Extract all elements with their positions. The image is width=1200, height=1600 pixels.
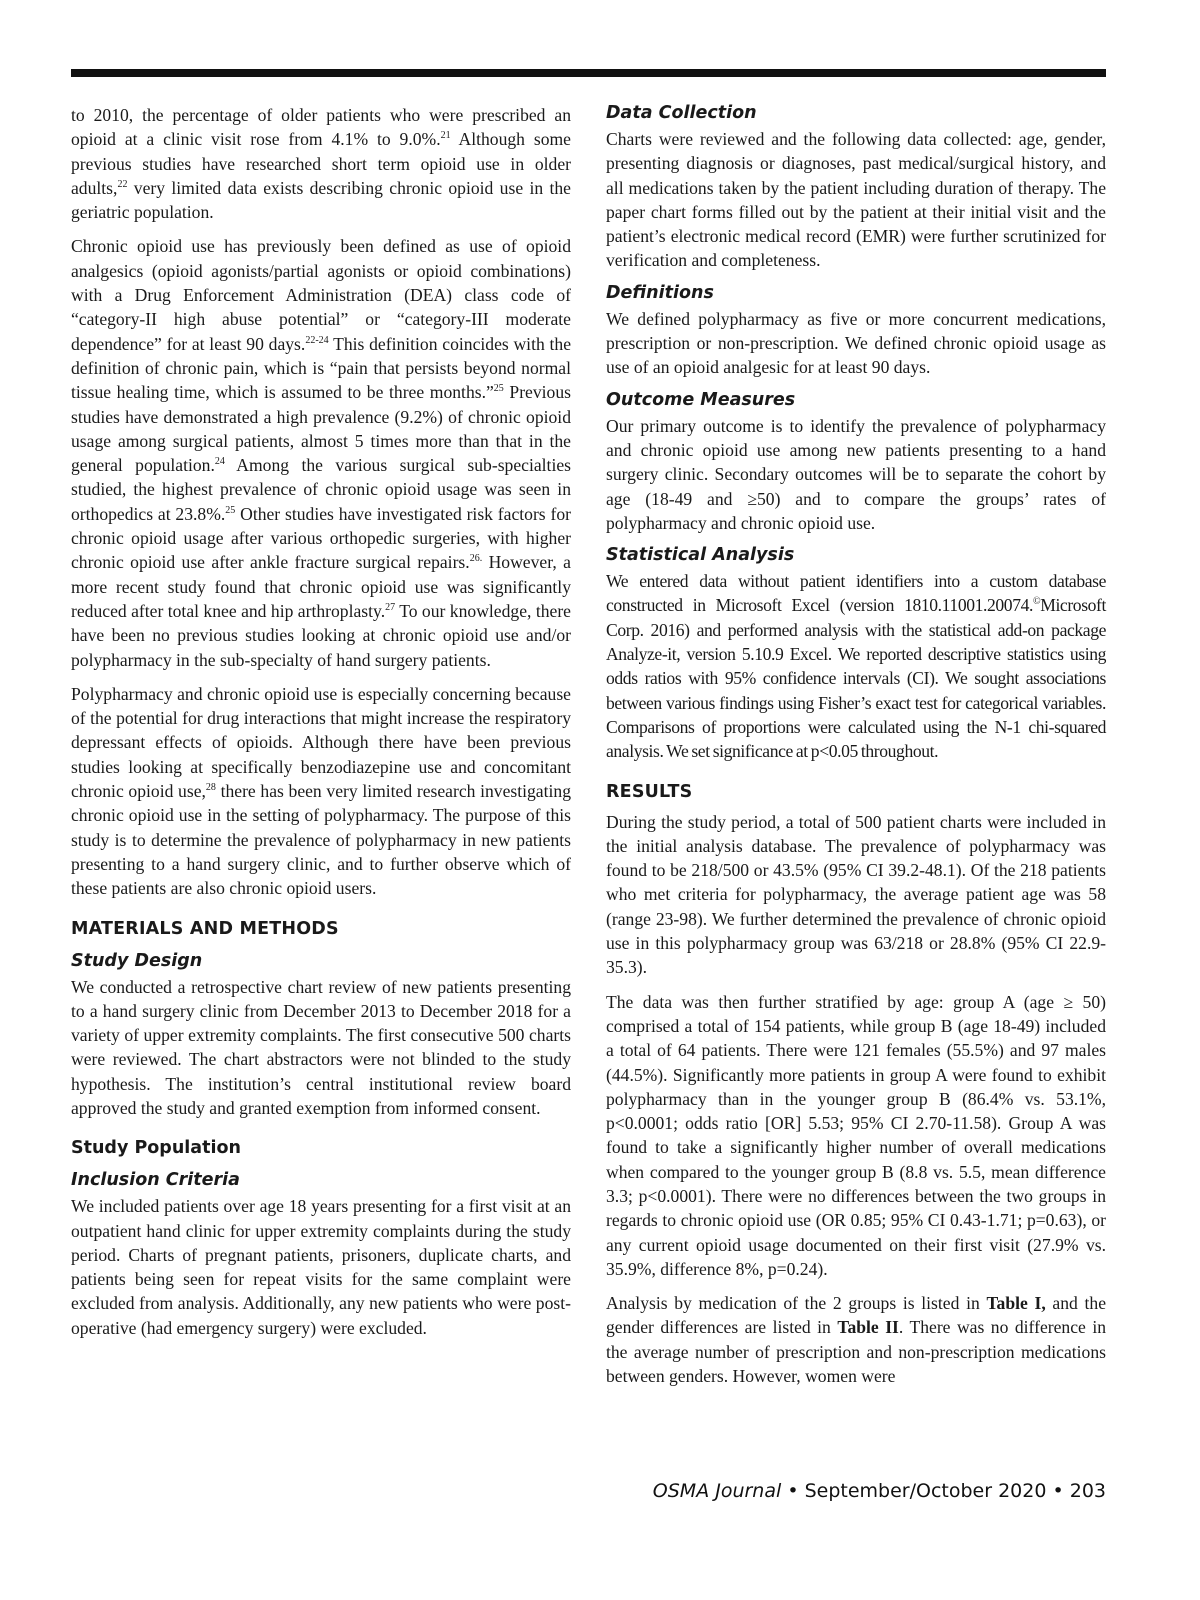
statistical-analysis-heading: Statistical Analysis <box>606 545 795 566</box>
data-collection-heading: Data Collection <box>606 103 757 123</box>
outcome-measures-heading: Outcome Measures <box>606 389 796 410</box>
results-paragraph-2: The data was then further stratified by age: group A (age ≥ 50) comprised a total of 154 patients, while group B (age 18-49) included a total of 64 patients. There were 121 females (55.5%) and 97 males (44.5%). Significantly more patients in group A were found to exhibit polypharmacy than in the younger group B (86.4% vs. 53.1%, p<0.0001; odds ratio [OR] 5.53; 95% CI 2.70-11.58). Group A was found to take a significantly higher number of overall medications when compared to the younger group B (8.8 vs. 5.5, mean difference 3.3; p<0.0001). There were no differences between the two groups in regards to chronic opioid use (OR 0.85; 95% CI 0.43-1.71; p=0.63), or any current opioid usage documented on their first visit (27.9% vs. 35.9%, difference 8%, p=0.24). <box>606 991 1106 1279</box>
left-column <box>71 103 571 1350</box>
intro-paragraph-1: to 2010, the percentage of older patients who were prescribed an opioid at a clinic visit rose from 4.1% to 9.0%.$^{21}$ Although some previous studies have researched short term opioid use in older adults,$^{22}$ very limited data exists describing chronic opioid use in the geriatric population. <box>71 105 571 223</box>
inclusion-criteria-heading: Inclusion Criteria <box>71 1170 240 1191</box>
table-1-reference: Table I, <box>986 1293 1046 1314</box>
statistical-analysis-paragraph: We entered data without patient identifiers into a custom database constructed in Microsoft Excel (version 1810.11001.20074.©Microsoft Corp. 2016) and performed analysis with the statistical add-on package Analyze-it, version 5.10.9 Excel. We reported descriptive statistics using odds ratios with 95% confidence intervals (CI). We sought associations between various findings using Fisher’s exact test for categorical variables. Comparisons of proportions were calculated using the N-1 chi-squared analysis. We set significance at p<0.05 throughout. <box>606 571 1106 762</box>
results-paragraph-1: During the study period, a total of 500 patient charts were included in the initial analysis database. The prevalence of polypharmacy was found to be 218/500 or 43.5% (95% CI 39.2-48.1). Of the 218 patients who met criteria for polypharmacy, the average patient age was 58 (range 23-98). We further determined the prevalence of chronic opioid use in this polypharmacy group was 63/218 or 28.8% (95% CI 22.9-35.3). <box>606 811 1106 978</box>
intro-paragraph-3: Polypharmacy and chronic opioid use is especially concerning because of the potential for drug interactions that might increase the respiratory depressant effects of opioids. Although there have been previous studies looking at specifically benzodiazepine use and concomitant chronic opioid use,$^{28}$ there has been very limited research investigating chronic opioid use in the setting of polypharmacy. The purpose of this study is to determine the prevalence of polypharmacy in new patients presenting to a hand surgery clinic, and to further observe which of these patients are also chronic opioid users. <box>71 683 571 899</box>
study-population-heading: Study Population <box>71 1138 241 1159</box>
results-heading: RESULTS <box>606 781 693 802</box>
page-number: 203 <box>1069 1480 1106 1502</box>
page-footer: OSMA Journal • September/October 2020 • 203 <box>652 1480 1106 1502</box>
definitions-heading: Definitions <box>606 282 714 303</box>
inclusion-criteria-paragraph: We included patients over age 18 years presenting for a first visit at an outpatient hand clinic for upper extremity complaints during the study period. Charts of pregnant patients, prisoners, duplicate charts, and patients being seen for repeat visits for the same complaint were excluded from analysis. Additionally, any new patients who were post-operative (had emergency surgery) were excluded. <box>71 1196 571 1338</box>
study-design-heading: Study Design <box>71 950 203 971</box>
outcome-measures-paragraph: Our primary outcome is to identify the prevalence of polypharmacy and chronic opioid use among new patients presenting to a hand surgery clinic. Secondary outcomes will be to separate the cohort by age (18-49 and ≥50) and to compare the groups’ rates of polypharmacy and chronic opioid use. <box>606 415 1106 533</box>
methods-heading: MATERIALS AND METHODS <box>71 918 339 939</box>
data-collection-paragraph: Charts were reviewed and the following data collected: age, gender, presenting diagnosis or diagnoses, past medical/surgical history, and all medications taken by the patient including duration of therapy. The paper chart forms filled out by the patient at their initial visit and the patient’s electronic medical record (EMR) were further scrutinized for verification and completeness. <box>606 129 1106 271</box>
table-2-reference: Table II <box>837 1317 899 1338</box>
study-design-paragraph: We conducted a retrospective chart review of new patients presenting to a hand surgery clinic from December 2013 to December 2018 for a variety of upper extremity complaints. The first consecutive 500 charts were reviewed. The chart abstractors were not blinded to the study hypothesis. The institution’s central institutional review board approved the study and granted exemption from informed consent. <box>71 976 571 1118</box>
journal-name: OSMA Journal <box>652 1480 782 1502</box>
right-column <box>606 103 1106 1398</box>
definitions-paragraph: We defined polypharmacy as five or more concurrent medications, prescription or non-prescription. We defined chronic opioid usage as use of an opioid analgesic for at least 90 days. <box>606 308 1106 378</box>
results-paragraph-3: Analysis by medication of the 2 groups is listed in Table I, and the gender differences are listed in Table II. There was no difference in the average number of prescription and non-prescription medications between genders. However, women were <box>606 1293 1107 1387</box>
intro-paragraph-2: Chronic opioid use has previously been defined as use of opioid analgesics (opioid agonists/partial agonists or opioid combinations) with a Drug Enforcement Administration (DEA) class code of “category-II high abuse potential” or “category-III moderate dependence” for at least 90 days.$^{22-24}$ This definition coincides with the definition of chronic pain, which is “pain that persists beyond normal tissue healing time, which is assumed to be three months.”$^{25}$ Previous studies have demonstrated a high prevalence (9.2%) of chronic opioid usage among surgical patients, almost 5 times more than that in the general population.$^{24}$ Among the various surgical sub-specialties studied, the highest prevalence of chronic opioid usage was seen in orthopedics at 23.8%.$^{25}$ Other studies have investigated risk factors for chronic opioid usage after various orthopedic surgeries, with higher chronic opioid use after ankle fracture surgical repairs.$^{26.}$ However, a more recent study found that chronic opioid use was significantly reduced after total knee and hip arthroplasty.$^{27}$ To our knowledge, there have been no previous studies looking at chronic opioid use and/or polypharmacy in the sub-specialty of hand surgery patients. <box>71 236 572 670</box>
header-rule <box>71 69 1106 77</box>
issue-date: September/October 2020 <box>804 1480 1047 1502</box>
